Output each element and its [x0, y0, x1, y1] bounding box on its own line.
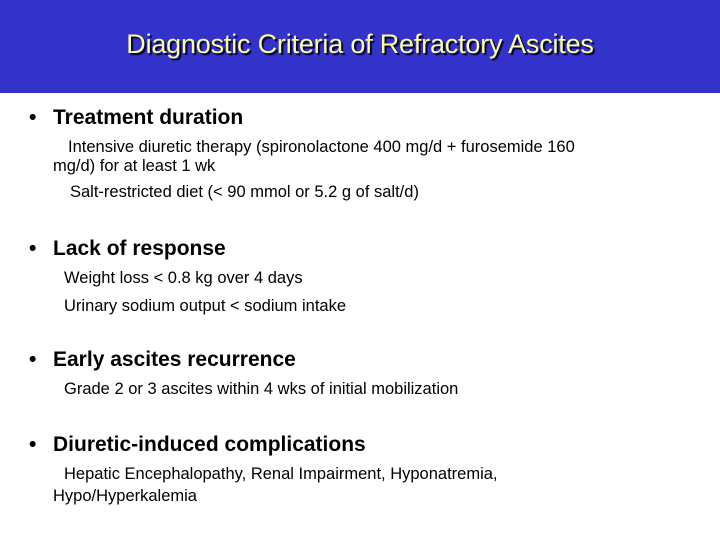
heading-text: Early ascites recurrence: [53, 348, 296, 371]
detail-line: Hypo/Hyperkalemia: [53, 487, 197, 505]
bullet-heading: [29, 237, 226, 261]
detail-line: Urinary sodium output < sodium intake: [64, 297, 347, 315]
bullet-heading: [29, 106, 243, 130]
bullet-icon: •: [29, 106, 37, 129]
bullet-heading: [29, 433, 366, 457]
heading-text: Treatment duration: [53, 106, 244, 129]
title-bar: [0, 0, 720, 93]
detail-line: Intensive diuretic therapy (spironolactone 400 mg/d + furosemide 160: [68, 138, 575, 156]
slide-title: Diagnostic Criteria of Refractory Ascites: [126, 29, 594, 59]
bullet-icon: •: [29, 237, 37, 260]
bullet-heading: [29, 348, 296, 372]
heading-text: Lack of response: [53, 237, 226, 260]
detail-line: Hepatic Encephalopathy, Renal Impairment, Hyponatremia,: [64, 465, 498, 483]
detail-line: Weight loss < 0.8 kg over 4 days: [64, 269, 303, 287]
detail-line: Salt-restricted diet (< 90 mmol or 5.2 g of salt/d): [70, 183, 419, 201]
detail-line: Grade 2 or 3 ascites within 4 wks of initial mobilization: [64, 380, 459, 398]
bullet-icon: •: [29, 348, 37, 371]
bullet-icon: •: [29, 433, 37, 456]
heading-text: Diuretic-induced complications: [53, 433, 366, 456]
detail-line: mg/d) for at least 1 wk: [53, 157, 216, 175]
